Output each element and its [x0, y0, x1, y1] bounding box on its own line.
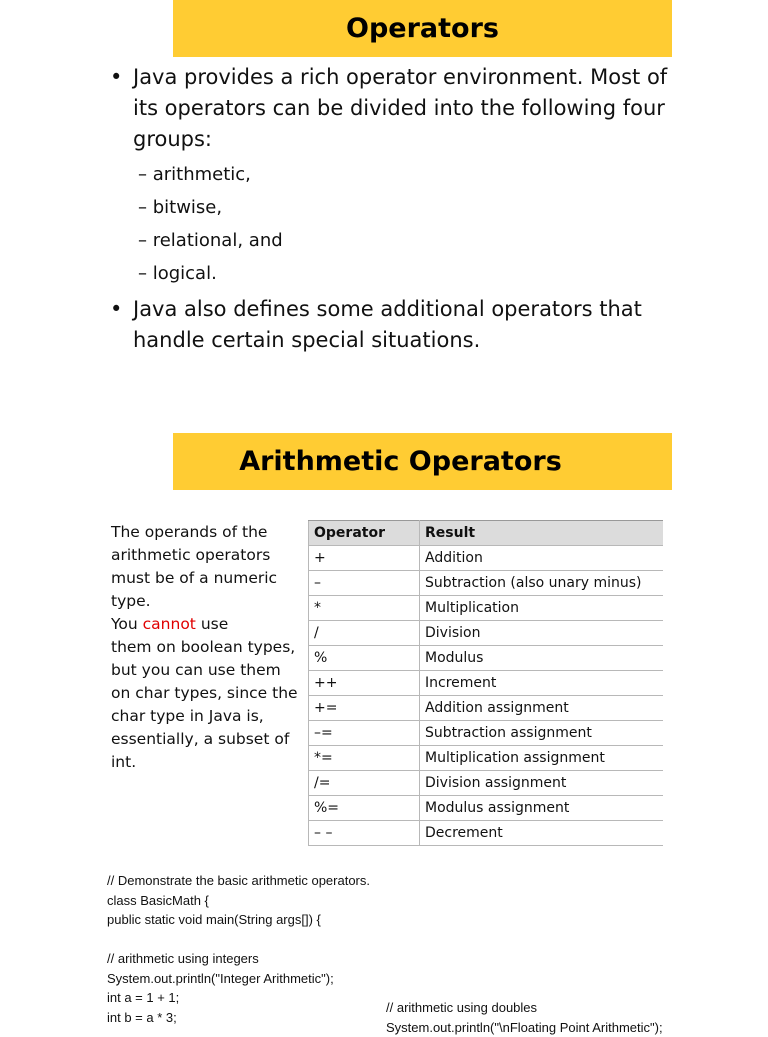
- code-line: int b = a * 3;: [107, 1008, 547, 1028]
- code-line: int a = 1 + 1;: [107, 988, 547, 1008]
- result-cell: Increment: [420, 671, 664, 696]
- table-row: [309, 546, 664, 571]
- result-cell: Decrement: [420, 821, 664, 846]
- result-cell: Subtraction (also unary minus): [420, 571, 664, 596]
- table-row: [309, 571, 664, 596]
- group-item: – logical.: [138, 257, 668, 290]
- operator-cell: –=: [309, 721, 420, 746]
- code-line: // arithmetic using doubles: [386, 998, 766, 1018]
- result-cell: Subtraction assignment: [420, 721, 664, 746]
- code-line: [107, 930, 547, 950]
- result-cell: Addition assignment: [420, 696, 664, 721]
- table-row: [309, 746, 664, 771]
- group-item: – relational, and: [138, 224, 668, 257]
- code-line: // Demonstrate the basic arithmetic operators.: [107, 871, 547, 891]
- bullet-item: [108, 62, 668, 155]
- slide-title: Operators: [346, 13, 499, 44]
- operator-cell: +=: [309, 696, 420, 721]
- code-line: class BasicMath {: [107, 891, 547, 911]
- operator-cell: %=: [309, 796, 420, 821]
- para-text: them on boolean types, but you can use them on char types, since the char type in Java is, essentially, a subset of int.: [111, 638, 298, 771]
- bullet-dot-icon: •: [110, 294, 122, 325]
- table-row: [309, 596, 664, 621]
- bullet-item: [108, 294, 668, 356]
- result-cell: Multiplication: [420, 596, 664, 621]
- column-header: Operator: [309, 521, 420, 546]
- result-cell: Modulus: [420, 646, 664, 671]
- table-header-row: [309, 521, 664, 546]
- table-row: [309, 771, 664, 796]
- table-row: [309, 821, 664, 846]
- group-item: – arithmetic,: [138, 158, 668, 191]
- bullet-text: Java also defines some additional operators that handle certain special situations.: [133, 297, 642, 352]
- table-row: [309, 696, 664, 721]
- code-block: [386, 998, 766, 1037]
- operator-cell: – –: [309, 821, 420, 846]
- table-row: [309, 646, 664, 671]
- slide-title: Arithmetic Operators: [239, 446, 562, 477]
- operator-cell: %: [309, 646, 420, 671]
- bullet-list: [108, 62, 668, 356]
- slide-title-banner: [173, 0, 672, 57]
- result-cell: Division: [420, 621, 664, 646]
- column-header: Result: [420, 521, 664, 546]
- para-text: use: [196, 615, 228, 633]
- highlight-cannot: cannot: [143, 615, 196, 633]
- result-cell: Modulus assignment: [420, 796, 664, 821]
- operator-cell: –: [309, 571, 420, 596]
- operator-cell: *=: [309, 746, 420, 771]
- table-row: [309, 671, 664, 696]
- code-line: System.out.println("\nFloating Point Arithmetic");: [386, 1018, 766, 1037]
- operator-cell: ++: [309, 671, 420, 696]
- operator-groups-list: [108, 158, 668, 290]
- bullet-text: Java provides a rich operator environment. Most of its operators can be divided into the following four groups:: [133, 65, 667, 151]
- bullet-dot-icon: •: [110, 62, 122, 93]
- para-text: You: [111, 615, 143, 633]
- table-row: [309, 621, 664, 646]
- code-line: // arithmetic using integers: [107, 949, 547, 969]
- code-line: System.out.println("Integer Arithmetic");: [107, 969, 547, 989]
- table-row: [309, 796, 664, 821]
- result-cell: Division assignment: [420, 771, 664, 796]
- code-line: public static void main(String args[]) {: [107, 910, 547, 930]
- operator-cell: /=: [309, 771, 420, 796]
- group-item: – bitwise,: [138, 191, 668, 224]
- result-cell: Addition: [420, 546, 664, 571]
- operator-table: [308, 520, 663, 846]
- description-paragraph: [111, 521, 299, 774]
- operator-cell: +: [309, 546, 420, 571]
- para-text: The operands of the arithmetic operators must be of a numeric type.: [111, 523, 277, 610]
- table-row: [309, 721, 664, 746]
- slide-title-banner: [173, 433, 672, 490]
- operator-cell: /: [309, 621, 420, 646]
- operator-cell: *: [309, 596, 420, 621]
- result-cell: Multiplication assignment: [420, 746, 664, 771]
